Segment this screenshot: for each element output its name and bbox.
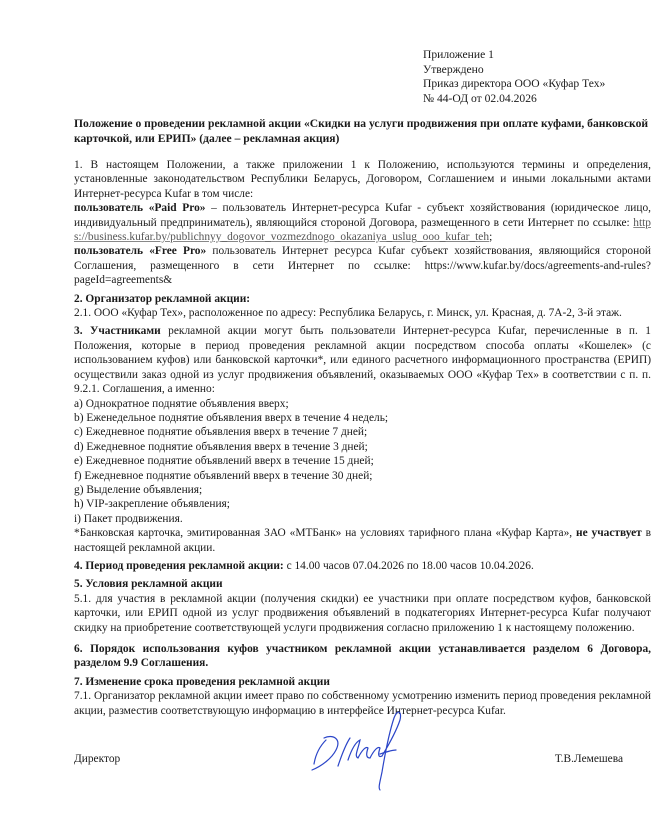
list-item: g) Выделение объявления; (74, 483, 203, 496)
section-5-title: 5. Условия рекламной акции (74, 578, 223, 591)
section-7-title: 7. Изменение срока проведения рекламной акции (74, 675, 330, 688)
list-item: h) VIP-закрепление объявления; (74, 498, 230, 511)
free-pro-term: пользователь «Free Pro» (74, 245, 207, 258)
list-item: d) Ежедневное поднятие объявления вверх в течение 3 дней; (74, 440, 368, 453)
free-pro-definition (74, 244, 651, 287)
document-body (74, 158, 651, 718)
section-4-text: с 14.00 часов 07.04.2026 по 18.00 часов 10.04.2026. (283, 559, 534, 572)
section-3-text: рекламной акции могут быть пользователи Интернет-ресурса Kufar, перечисленные в п. 1 Положения, которые в период проведения рекламной акции посредством способа оплаты «Кошелек» (с использованием куфов) или банковской карточки*, или единого расчетного информационного пространства (ЕРИП) осуществили заказ одной из услуг продвижения объявлений, оказываемых ООО «Куфар Тех» в соответствии с п. п. 9.2.1. Соглашения, а именно: (74, 325, 651, 396)
list-item: e) Ежедневное поднятие объявлений вверх в течение 15 дней; (74, 455, 374, 468)
paid-pro-text: – пользователь Интернет-ресурса Kufar - субъект хозяйствования (юридическое лицо, индивидуальный предприниматель), являющийся стороной Договора, размещенного в сети Интернет по ссылке: (74, 202, 651, 229)
order-label: Приказ директора ООО «Куфар Тех» (423, 77, 606, 91)
signature-row (74, 752, 651, 782)
section-1-intro: 1. В настоящем Положении, а также приложении 1 к Положению, используются термины и определения, установленные законодательством Республики Беларусь, Договором, Соглашением и иными локальными актами Интернет-ресурса Kufar в том числе: (74, 159, 651, 200)
section-4 (74, 559, 651, 573)
list-item: b) Еженедельное поднятие объявления вверх в течение 4 недель; (74, 411, 389, 424)
section-2-title: 2. Организатор рекламной акции: (74, 292, 251, 305)
free-pro-text: пользователь Интернет ресурса Kufar субъект хозяйствования, являющийся стороной Соглашения, размещенного в сети Интернет по ссылке: https://www.kufar.by/docs/agreements-and-rules?pageId=agreements& (74, 245, 651, 287)
list-item: i) Пакет продвижения. (74, 512, 183, 525)
paid-pro-link[interactable]: https://business.kufar.by/publichnyy_dogovor_vozmezdnogo_okazaniya_uslug_ooo_kufar_teh (74, 216, 651, 244)
footnote-end: в настоящей рекламной акции. (74, 527, 651, 554)
appendix-label: Приложение 1 (423, 48, 494, 61)
paid-pro-definition (74, 201, 651, 244)
section-6-heading: 6. Порядок использования куфов участником рекламной акции устанавливается разделом 6 Договора, разделом 9.9 Соглашения. (74, 643, 651, 670)
approved-label: Утверждено (423, 62, 484, 76)
section-2-text: 2.1. ООО «Куфар Тех», расположенное по адресу: Республика Беларусь, г. Минск, ул. Красная, д. 7А-2, 3-й этаж. (74, 307, 622, 320)
order-number: № 44-ОД от 02.04.2026 (423, 91, 537, 105)
list-item: f) Ежедневное поднятие объявлений вверх в течение 30 дней; (74, 469, 373, 482)
paid-pro-term: пользователь «Paid Pro» (74, 202, 206, 215)
section-4-heading: 4. Период проведения рекламной акции: (74, 559, 284, 572)
services-list (74, 397, 651, 527)
handwritten-signature-icon (302, 692, 412, 792)
signatory-role: Директор (74, 753, 121, 765)
approval-block (423, 48, 663, 106)
section-3 (74, 324, 651, 396)
list-item: a) Однократное поднятие объявления вверх; (74, 397, 289, 410)
section-5-heading (74, 577, 651, 591)
footnote (74, 526, 651, 555)
paid-pro-end: ; (489, 231, 493, 244)
footnote-bold: не участвует (576, 527, 642, 540)
signatory-name: Т.В.Лемешева (554, 753, 623, 765)
section-7-text: 7.1. Организатор рекламной акции имеет право по собственному усмотрению изменить период проведения рекламной акции, разместив соответствующую информацию в интерфейсе Интернет-ресурса Kufar. (74, 690, 651, 717)
section-6 (74, 642, 651, 671)
section-5-text: 5.1. для участия в рекламной акции (получения скидки) ее участники при оплате посредством куфов, банковской карточки, или ЕРИП одной из услуг продвижения объявлений в подкатегориях Интернет-ресурса Kufar получают скидку на приобретение соответствующей услуги продвижения согласно приложению 1 к настоящему положению. (74, 592, 651, 634)
footnote-text: *Банковская карточка, эмитированная ЗАО «МТБанк» на условиях тарифного плана «Куфар Карта», (74, 527, 577, 540)
section-7-heading (74, 675, 651, 689)
section-2-heading (74, 292, 651, 306)
section-3-heading: 3. Участниками (74, 325, 161, 338)
document-title: Положение о проведении рекламной акции «Скидки на услуги продвижения при оплате куфами, банковской карточкой, или ЕРИП» (далее – рекламная акция) (74, 117, 649, 145)
list-item: c) Ежедневное поднятие объявления вверх в течение 7 дней; (74, 426, 368, 439)
